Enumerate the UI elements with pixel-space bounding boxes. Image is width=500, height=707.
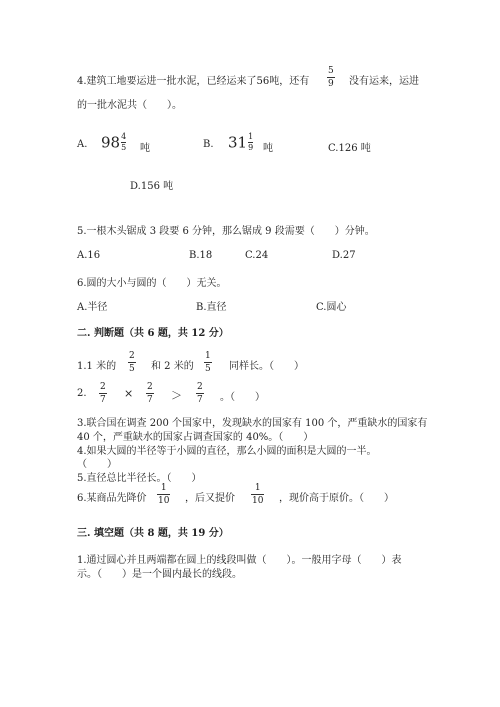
judge-1-text-c: 同样长。（ ） bbox=[229, 361, 304, 372]
judge-3-line-2: 40 个，严重缺水的国家占调查国家的 40%。（ ） bbox=[77, 432, 314, 443]
judge-2-fraction-2-denominator: 7 bbox=[147, 395, 153, 405]
q4-option-c: C.126 吨 bbox=[328, 143, 371, 154]
q4-option-a-denominator: 5 bbox=[121, 143, 127, 152]
judge-2-operator-times: × bbox=[124, 387, 134, 400]
q5-text: 5.一根木头锯成 3 段要 6 分钟，那么锯成 9 段需要（ ）分钟。 bbox=[77, 226, 375, 237]
q4-fraction-numerator: 5 bbox=[328, 66, 334, 76]
judge-1-fraction-1 bbox=[128, 351, 136, 374]
judge-2-text-c: 。（ ） bbox=[220, 392, 265, 403]
judge-2-fraction-3 bbox=[196, 382, 204, 405]
fill-1-line-1: 1.通过圆心并且两端都在圆上的线段叫做（ ）。一般用字母（ ）表 bbox=[77, 555, 402, 566]
judge-4-line-2: （ ） bbox=[77, 459, 117, 470]
judge-6-fraction-2-numerator: 1 bbox=[254, 483, 261, 493]
q6-text: 6.圆的大小与圆的（ ）无关。 bbox=[77, 278, 227, 289]
fraction-bar bbox=[251, 494, 264, 495]
section-2-title: 二. 判断题（共 6 题，共 12 分） bbox=[77, 328, 229, 339]
q4-text-line1-b: 没有运来，运进 bbox=[349, 76, 419, 87]
judge-2-fraction-2-numerator: 2 bbox=[147, 382, 153, 392]
q4-fraction bbox=[327, 66, 335, 89]
fraction-bar bbox=[327, 77, 335, 78]
judge-4-line-1: 4.如果大圆的半径等于小圆的直径，那么小圆的面积是大圆的一半。 bbox=[77, 446, 377, 457]
judge-2-text-a: 2. bbox=[77, 388, 87, 399]
judge-1-text-a: 1.1 米的 bbox=[77, 361, 117, 372]
fill-1-line-2: 示。（ ）是一个圆内最长的线段。 bbox=[77, 569, 242, 580]
q4-option-b-label: B. bbox=[203, 139, 214, 150]
section-3-title: 三. 填空题（共 8 题，共 19 分） bbox=[77, 528, 229, 539]
fraction-bar bbox=[146, 393, 154, 394]
judge-6-fraction-1 bbox=[157, 483, 170, 506]
q4-option-b-fraction bbox=[248, 133, 253, 152]
q4-option-d: D.156 吨 bbox=[130, 181, 174, 192]
judge-2-fraction-1 bbox=[99, 382, 107, 405]
fraction-bar bbox=[204, 362, 212, 363]
judge-1-fraction-2-numerator: 1 bbox=[205, 351, 211, 361]
fraction-bar bbox=[128, 362, 136, 363]
q5-option-a: A.16 bbox=[77, 250, 101, 261]
judge-2-operator-greater: ＞ bbox=[171, 389, 182, 402]
judge-6-fraction-1-denominator: 10 bbox=[158, 496, 170, 506]
q4-text-line1-a: 4.建筑工地要运进一批水泥，已经运来了56吨，还有 bbox=[77, 76, 310, 87]
judge-6-text-c: ，现价高于原价。（ ） bbox=[279, 493, 394, 504]
judge-2-fraction-1-denominator: 7 bbox=[100, 395, 106, 405]
q4-option-b-denominator: 9 bbox=[248, 143, 254, 152]
judge-3-line-1: 3.联合国在调查 200 个国家中，发现缺水的国家有 100 个，严重缺水的国家有 bbox=[77, 418, 428, 429]
fraction-bar bbox=[99, 393, 107, 394]
judge-5-text: 5.直径总比半径长。（ ） bbox=[77, 473, 202, 484]
q4-option-b-whole: 31 bbox=[228, 133, 248, 152]
q6-option-a: A.半径 bbox=[77, 302, 108, 313]
judge-1-fraction-2 bbox=[204, 351, 212, 374]
judge-6-fraction-1-numerator: 1 bbox=[160, 483, 167, 493]
q4-option-a-unit: 吨 bbox=[140, 143, 150, 154]
q4-option-b-numerator: 1 bbox=[248, 132, 254, 141]
judge-2-fraction-3-numerator: 2 bbox=[197, 382, 203, 392]
q6-option-b: B.直径 bbox=[196, 302, 227, 313]
q4-option-a-numerator: 4 bbox=[121, 132, 127, 141]
judge-6-fraction-2 bbox=[251, 483, 264, 506]
q4-option-b-unit: 吨 bbox=[263, 143, 273, 154]
q4-fraction-denominator: 9 bbox=[328, 79, 334, 89]
q4-option-a-label: A. bbox=[77, 139, 88, 150]
judge-2-fraction-1-numerator: 2 bbox=[100, 382, 106, 392]
judge-1-text-b: 和 2 米的 bbox=[151, 361, 194, 372]
judge-6-fraction-2-denominator: 10 bbox=[252, 496, 264, 506]
q4-option-a-mixed-number bbox=[101, 133, 126, 152]
judge-2-fraction-3-denominator: 7 bbox=[197, 395, 203, 405]
q4-option-a-whole: 98 bbox=[101, 133, 121, 152]
q5-option-b: B.18 bbox=[189, 250, 213, 261]
q4-option-a-fraction bbox=[121, 133, 126, 152]
fraction-bar bbox=[157, 494, 170, 495]
q4-text-line2: 的一批水泥共（ ）。 bbox=[77, 100, 182, 111]
judge-1-fraction-1-numerator: 2 bbox=[129, 351, 135, 361]
judge-2-fraction-2 bbox=[146, 382, 154, 405]
judge-1-fraction-2-denominator: 5 bbox=[205, 364, 211, 374]
fraction-bar bbox=[196, 393, 204, 394]
q6-option-c: C.圆心 bbox=[316, 302, 347, 313]
q5-option-d: D.27 bbox=[332, 250, 356, 261]
q5-option-c: C.24 bbox=[245, 250, 269, 261]
judge-6-text-a: 6.某商品先降价 bbox=[77, 493, 147, 504]
judge-1-fraction-1-denominator: 5 bbox=[129, 364, 135, 374]
judge-6-text-b: ，后又提价 bbox=[185, 493, 235, 504]
q4-option-b-mixed-number bbox=[228, 133, 253, 152]
